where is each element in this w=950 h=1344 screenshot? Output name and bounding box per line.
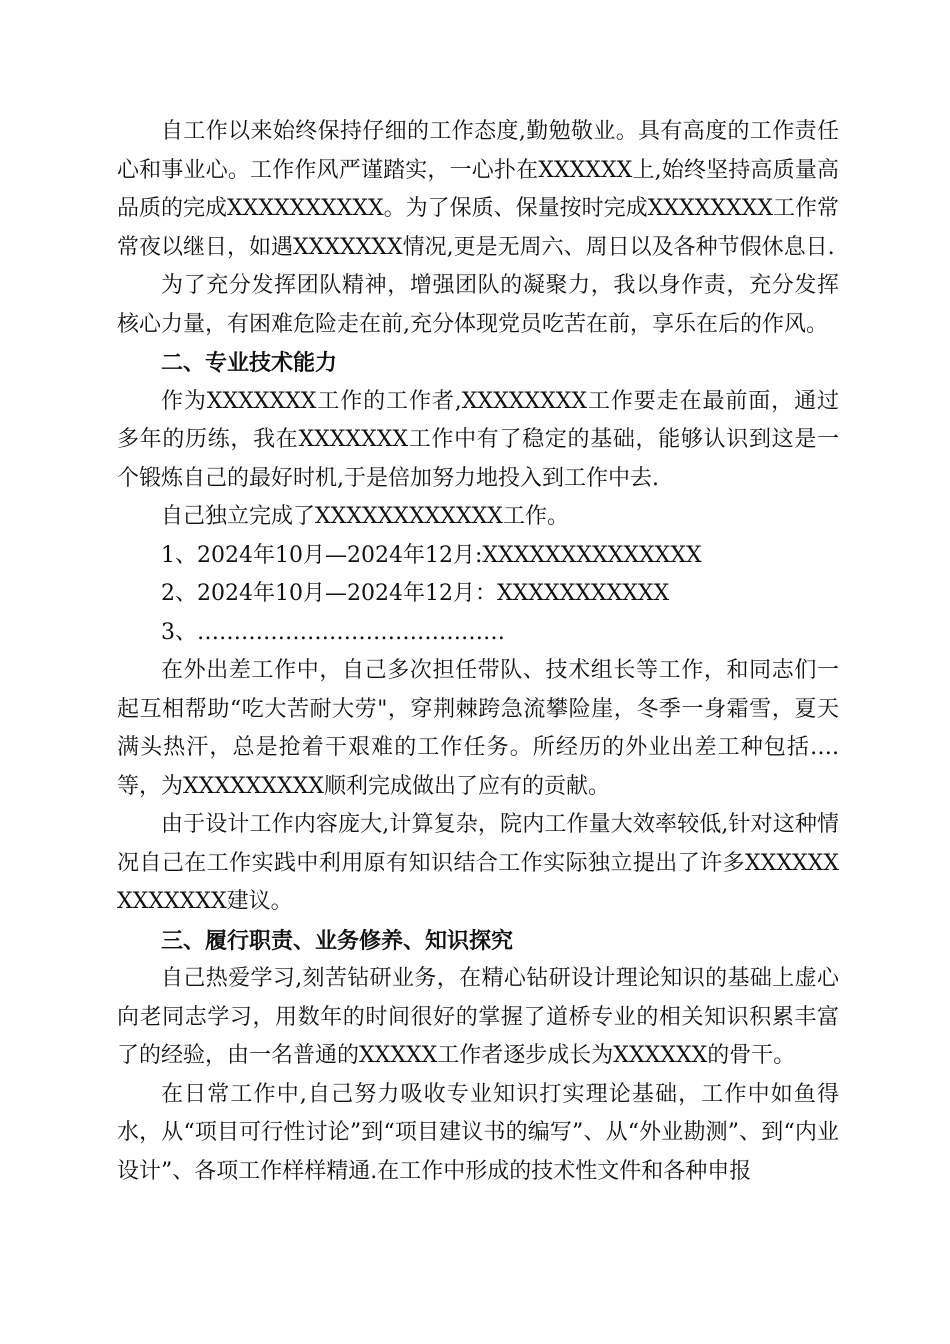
paragraph-design-suggestions: 由于设计工作内容庞大,计算复杂，院内工作量大效率较低,针对这种情况自己在工作实践中利用原有知识结合工作实际独立提出了许多XXXXXXXXXXXXX建议。 bbox=[117, 812, 839, 914]
section-heading-technical-ability: 二、专业技术能力 bbox=[161, 350, 338, 376]
paragraph-independent-work: 自己独立完成了XXXXXXXXXXXX工作。 bbox=[161, 504, 569, 529]
paragraph-team-spirit: 为了充分发挥团队精神，增强团队的凝聚力，我以身作责，充分发挥核心力量，有困难危险走在前,充分体现党员吃苦在前，享乐在后的作风。 bbox=[117, 273, 839, 337]
paragraph-learning: 自己热爱学习,刻苦钻研业务，在精心钻研设计理论知识的基础上虚心向老同志学习，用数年的时间很好的掌握了道桥专业的相关知识积累丰富了的经验，由一名普通的XXXXX工作者逐步成长为XXXXXX的骨干。 bbox=[117, 966, 839, 1068]
paragraph-field-work: 在外出差工作中，自己多次担任带队、技术组长等工作，和同志们一起互相帮助“吃大苦耐大劳"，穿荆棘跨急流攀险崖，冬季一身霜雪，夏天满头热汗，总是抢着干艰难的工作任务。所经历的外业出差工种包括….等，为XXXXXXXXX顺利完成做出了应有的贡献。 bbox=[117, 658, 839, 799]
document-body bbox=[117, 113, 839, 1191]
paragraph-work-attitude: 自工作以来始终保持仔细的工作态度,勤勉敬业。具有高度的工作责任心和事业心。工作作风严谨踏实，一心扑在XXXXXX上,始终坚持高质量高品质的完成XXXXXXXXXX。为了保质、保量按时完成XXXXXXXX工作常常夜以继日，如遇XXXXXXX情况,更是无周六、周日以及各种节假休息日. bbox=[117, 119, 839, 260]
list-item-2: 2、2024年10月—2024年12月：XXXXXXXXXXX bbox=[161, 581, 670, 606]
list-item-3: 3、…………………………………… bbox=[161, 619, 505, 645]
list-item-1: 1、2024年10月—2024年12月:XXXXXXXXXXXXXX bbox=[161, 542, 702, 568]
paragraph-daily-work: 在日常工作中,自己努力吸收专业知识打实理论基础，工作中如鱼得水，从“项目可行性讨论”到“项目建议书的编写”、从“外业勘测”、到“内业设计”、各项工作样样精通.在工作中形成的技术性文件和各种申报 bbox=[117, 1081, 839, 1184]
paragraph-work-experience: 作为XXXXXXX工作的工作者,XXXXXXXX工作要走在最前面，通过多年的历练，我在XXXXXXX工作中有了稳定的基础，能够认识到这是一个锻炼自己的最好时机,于是倍加努力地投入到工作中去. bbox=[117, 388, 839, 491]
section-heading-duties: 三、履行职责、业务修养、知识探究 bbox=[161, 927, 514, 954]
